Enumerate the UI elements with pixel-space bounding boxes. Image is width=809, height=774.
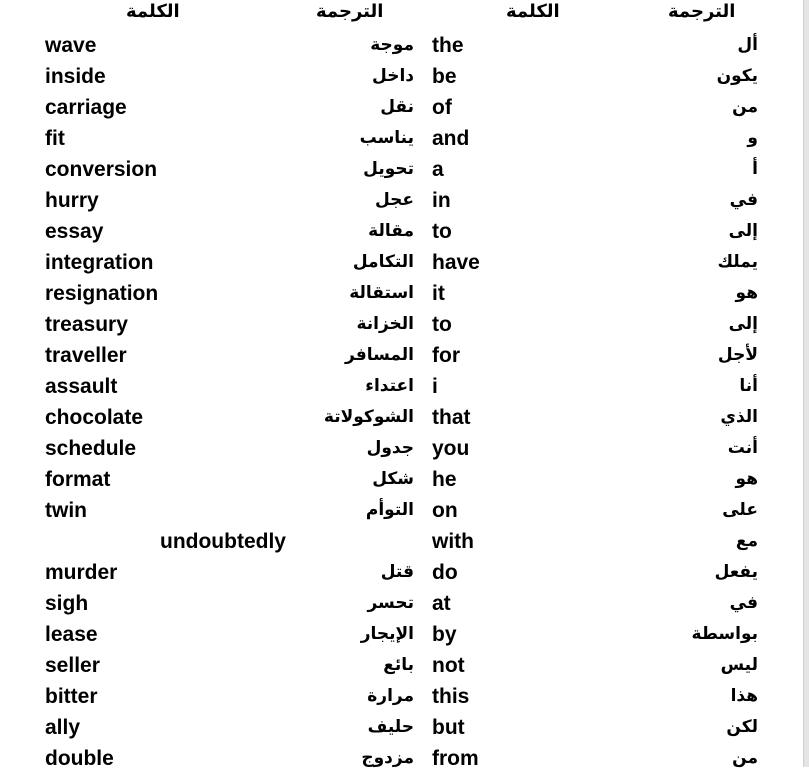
table-row [0, 743, 803, 774]
vocabulary-table [0, 30, 803, 774]
arabic-translation: من [732, 748, 758, 768]
table-row [0, 433, 803, 464]
table-row [0, 278, 803, 309]
arabic-translation: شكل [372, 469, 414, 489]
arabic-translation: هو [735, 469, 758, 489]
arabic-translation: موجة [370, 35, 414, 55]
arabic-translation: هو [735, 283, 758, 303]
english-word: have [432, 251, 480, 274]
english-word: from [432, 747, 479, 770]
english-word: to [432, 220, 452, 243]
arabic-translation: الخزانة [356, 314, 414, 334]
arabic-translation: تحسر [367, 593, 414, 613]
header-translation-1: الترجمة [316, 1, 384, 22]
table-row [0, 526, 803, 557]
arabic-translation: استقالة [349, 283, 414, 303]
english-word: twin [45, 499, 87, 522]
english-word: be [432, 65, 457, 88]
table-row [0, 30, 803, 61]
english-word: inside [45, 65, 106, 88]
english-word: but [432, 716, 465, 739]
arabic-translation: على [722, 500, 758, 520]
table-row [0, 619, 803, 650]
english-word: double [45, 747, 114, 770]
table-row [0, 495, 803, 526]
arabic-translation: يناسب [359, 128, 414, 148]
english-word: murder [45, 561, 118, 584]
english-word: it [432, 282, 445, 305]
arabic-translation: الإيجار [360, 624, 414, 644]
table-row [0, 340, 803, 371]
english-word: schedule [45, 437, 137, 460]
english-word: assault [45, 375, 118, 398]
table-row [0, 92, 803, 123]
english-word: in [432, 189, 451, 212]
english-word: undoubtedly [160, 530, 286, 553]
english-word: of [432, 96, 452, 119]
english-word: fit [45, 127, 65, 150]
arabic-translation: قتل [380, 562, 414, 582]
arabic-translation: إلى [728, 221, 758, 241]
english-word: sigh [45, 592, 89, 615]
english-word: seller [45, 654, 100, 677]
english-word: the [432, 34, 464, 57]
arabic-translation: الذي [720, 407, 758, 427]
table-row [0, 402, 803, 433]
english-word: at [432, 592, 451, 615]
arabic-translation: المسافر [345, 345, 414, 365]
table-row [0, 123, 803, 154]
english-word: treasury [45, 313, 128, 336]
arabic-translation: من [732, 97, 758, 117]
table-row [0, 216, 803, 247]
english-word: with [432, 530, 474, 553]
arabic-translation: بواسطة [691, 624, 758, 644]
arabic-translation: أنا [739, 376, 758, 396]
english-word: essay [45, 220, 104, 243]
english-word: he [432, 468, 457, 491]
english-word: ally [45, 716, 81, 739]
table-row [0, 61, 803, 92]
english-word: do [432, 561, 458, 584]
table-row [0, 681, 803, 712]
arabic-translation: مقالة [368, 221, 414, 241]
table-row [0, 185, 803, 216]
page-shadow [804, 0, 809, 767]
arabic-translation: اعتداء [365, 376, 414, 396]
arabic-translation: هذا [730, 686, 758, 706]
table-row [0, 588, 803, 619]
english-word: wave [45, 34, 97, 57]
arabic-translation: يكون [716, 66, 758, 86]
arabic-translation: و [747, 128, 758, 148]
table-row [0, 154, 803, 185]
arabic-translation: مع [735, 531, 758, 551]
english-word: resignation [45, 282, 159, 305]
english-word: bitter [45, 685, 98, 708]
english-word: carriage [45, 96, 127, 119]
english-word: for [432, 344, 460, 367]
english-word: traveller [45, 344, 127, 367]
arabic-translation: إلى [728, 314, 758, 334]
english-word: you [432, 437, 470, 460]
english-word: format [45, 468, 111, 491]
arabic-translation: لأجل [717, 345, 758, 365]
table-row [0, 557, 803, 588]
header-word-1: الكلمة [126, 1, 180, 22]
table-row [0, 464, 803, 495]
arabic-translation: ليس [720, 655, 758, 675]
english-word: to [432, 313, 452, 336]
arabic-translation: نقل [380, 97, 414, 117]
arabic-translation: الشوكولاتة [323, 407, 414, 427]
arabic-translation: حليف [367, 717, 414, 737]
table-row [0, 712, 803, 743]
arabic-translation: يفعل [714, 562, 758, 582]
arabic-translation: التكامل [352, 252, 414, 272]
english-word: that [432, 406, 471, 429]
english-word: conversion [45, 158, 158, 181]
table-row [0, 371, 803, 402]
arabic-translation: في [729, 190, 758, 210]
arabic-translation: يملك [717, 252, 758, 272]
english-word: chocolate [45, 406, 144, 429]
arabic-translation: تحويل [363, 159, 414, 179]
english-word: by [432, 623, 457, 646]
table-row [0, 247, 803, 278]
english-word: integration [45, 251, 154, 274]
english-word: not [432, 654, 465, 677]
english-word: hurry [45, 189, 99, 212]
english-word: a [432, 158, 444, 181]
arabic-translation: أ [752, 159, 758, 179]
header-word-2: الكلمة [506, 1, 560, 22]
arabic-translation: مزدوج [361, 748, 414, 768]
arabic-translation: في [729, 593, 758, 613]
arabic-translation: بائع [383, 655, 414, 675]
arabic-translation: أنت [727, 438, 758, 458]
arabic-translation: أل [737, 35, 758, 55]
english-word: lease [45, 623, 98, 646]
english-word: this [432, 685, 470, 708]
english-word: and [432, 127, 470, 150]
arabic-translation: جدول [366, 438, 414, 458]
arabic-translation: عجل [374, 190, 414, 210]
english-word: on [432, 499, 458, 522]
arabic-translation: التوأم [365, 500, 414, 520]
table-row [0, 650, 803, 681]
arabic-translation: داخل [372, 66, 414, 86]
table-row [0, 309, 803, 340]
header-translation-2: الترجمة [668, 1, 736, 22]
english-word: i [432, 375, 438, 398]
arabic-translation: مرارة [367, 686, 414, 706]
arabic-translation: لكن [726, 717, 758, 737]
